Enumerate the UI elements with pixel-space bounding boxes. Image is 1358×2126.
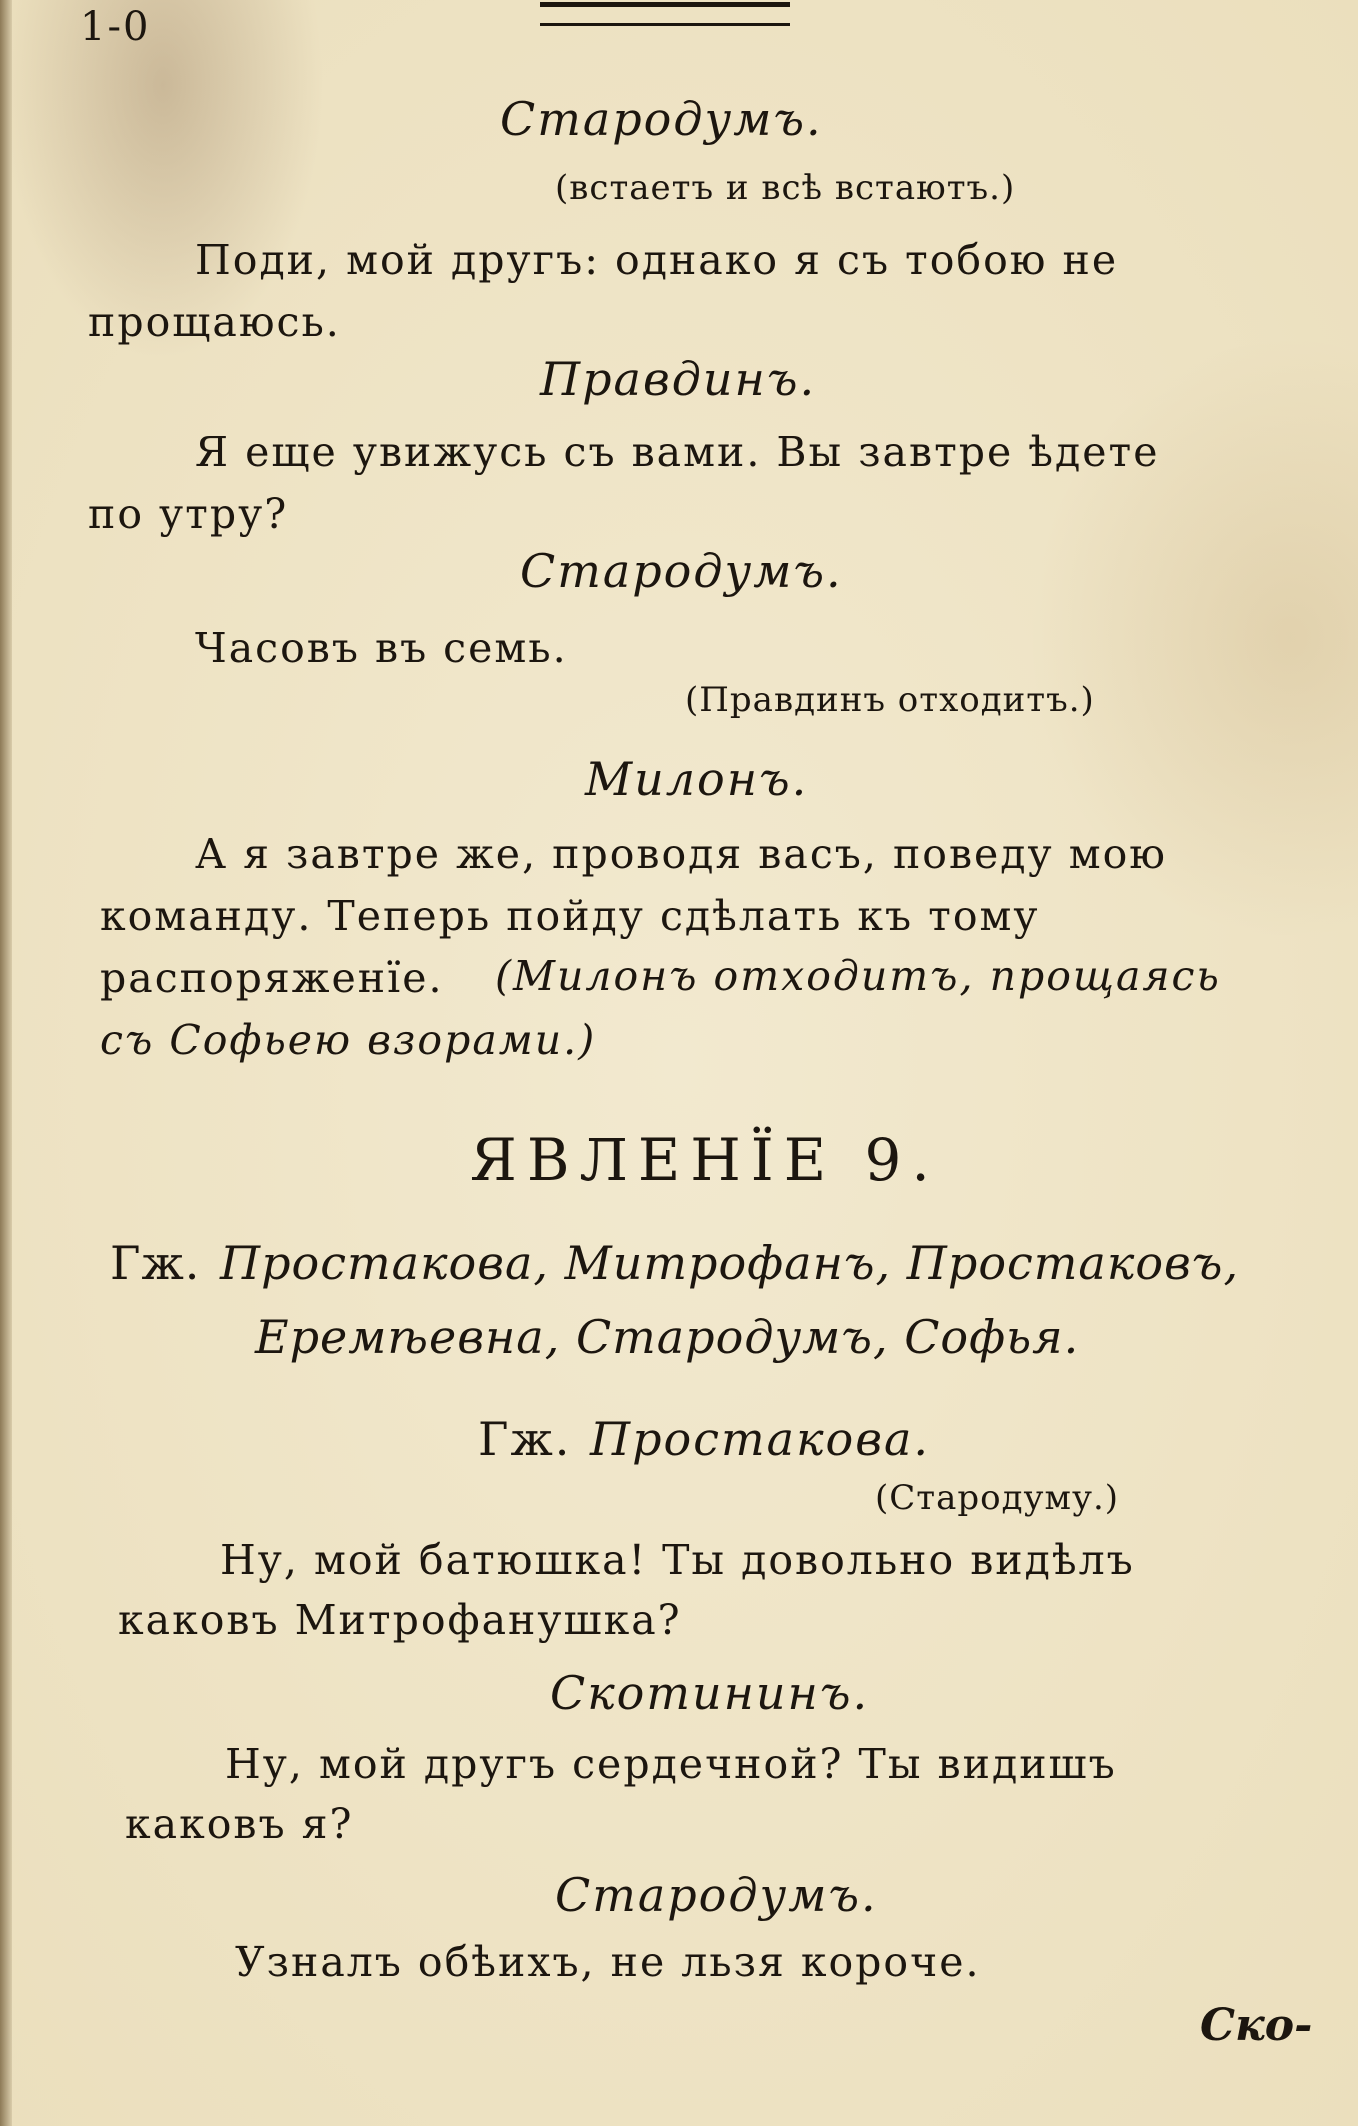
stage-direction-inline: съ Софьею взорами.): [100, 1016, 597, 1064]
dialogue-line: А я завтре же, проводя васъ, поведу мою: [195, 830, 1167, 878]
stage-direction-inline: (Милонъ отходитъ, прощаясь: [495, 952, 1221, 1000]
scene-heading: ЯВЛЕНÏЕ 9.: [470, 1126, 940, 1194]
catchword: Ско-: [1200, 2000, 1313, 2051]
cast-list: Еремѣевна, Стародумъ, Софья.: [255, 1310, 1080, 1364]
dialogue-line: Ну, мой другъ сердечной? Ты видишъ: [225, 1740, 1117, 1788]
dialogue-line: прощаюсь.: [88, 298, 341, 346]
speaker-starodum: Стародумъ.: [520, 544, 843, 598]
dialogue-line: Я еще увижусь съ вами. Вы завтре ѣдете: [195, 428, 1160, 476]
header-rule: [540, 2, 790, 26]
speaker-milon: Милонъ.: [585, 752, 809, 806]
dialogue-line: Поди, мой другъ: однако я съ тобою не: [195, 236, 1119, 284]
stage-direction: (Стародуму.): [875, 1478, 1120, 1518]
dialogue-line: Ну, мой батюшка! Ты довольно видѣлъ: [220, 1536, 1135, 1584]
speaker-starodum: Стародумъ.: [500, 92, 823, 146]
stage-direction: (Правдинъ отходитъ.): [685, 680, 1095, 720]
dialogue-line: Узналъ обѣихъ, не льзя короче.: [235, 1938, 981, 1986]
page-number: 1-0: [80, 4, 151, 50]
speaker-prostakova: Простакова.: [590, 1412, 931, 1466]
cast-title: Гж.: [110, 1236, 201, 1290]
speaker-starodum: Стародумъ.: [555, 1868, 878, 1922]
dialogue-line: команду. Теперь пойду сдѣлать къ тому: [100, 892, 1040, 940]
speaker-title: Гж.: [478, 1412, 572, 1466]
dialogue-line: распоряженïе.: [100, 954, 444, 1002]
dialogue-line: каковъ Митрофанушка?: [118, 1596, 682, 1644]
page-edge: [0, 0, 12, 2126]
speaker-skotinin: Скотининъ.: [550, 1666, 870, 1720]
dialogue-line: каковъ я?: [125, 1800, 354, 1848]
cast-list: Простакова, Митрофанъ, Простаковъ,: [220, 1236, 1240, 1290]
dialogue-line: Часовъ въ семь.: [195, 624, 568, 672]
stage-direction: (встаетъ и всѣ встаютъ.): [555, 168, 1016, 208]
speaker-pravdin: Правдинъ.: [540, 352, 817, 406]
dialogue-line: по утру?: [88, 490, 289, 538]
